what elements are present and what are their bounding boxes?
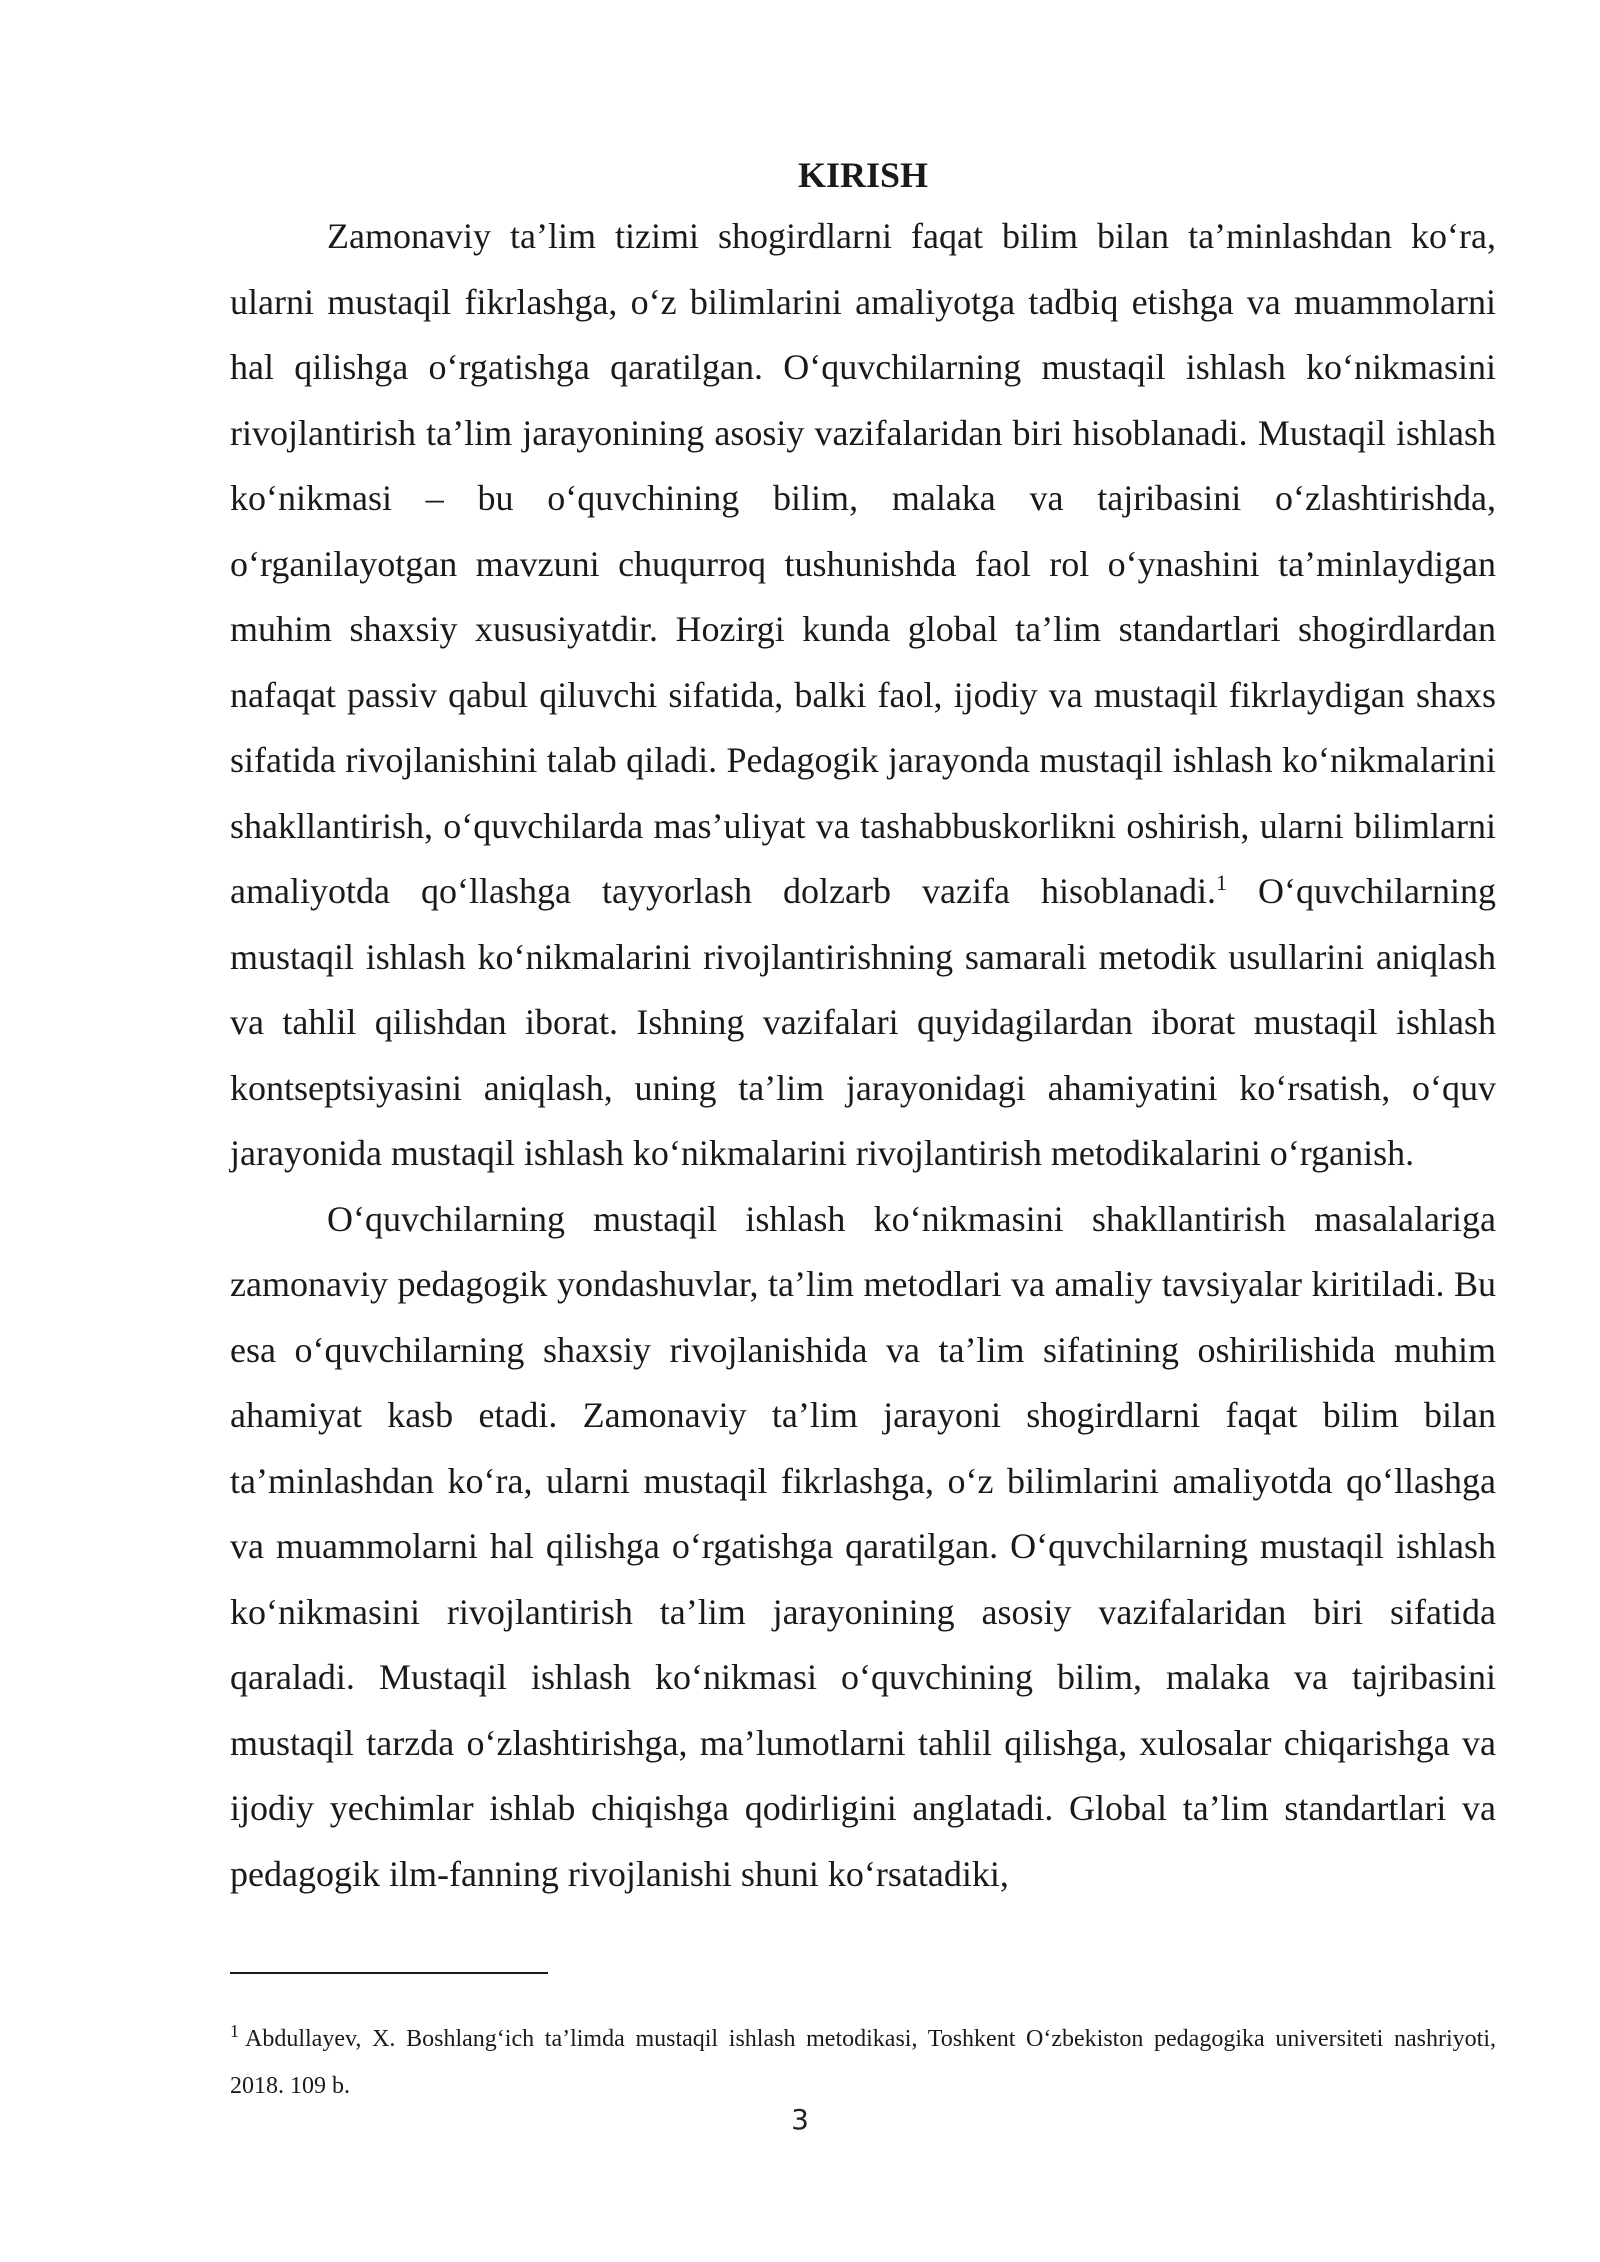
- paragraph-2: O‘quvchilarning mustaqil ishlash ko‘nikmasini shakllantirish masalalariga zamonaviy pedagogik yondashuvlar, ta’lim metodlari va amaliy tavsiyalar kiritiladi. Bu esa o‘quvchilarning shaxsiy rivojlanishida va ta’lim sifatining oshirilishida muhim ahamiyat kasb etadi. Zamonaviy ta’lim jarayoni shogirdlarni faqat bilim bilan ta’minlashdan ko‘ra, ularni mustaqil fikrlashga, o‘z bilimlarini amaliyotda qo‘llashga va muammolarni hal qilishga o‘rgatishga qaratilgan. O‘quvchilarning mustaqil ishlash ko‘nikmasini rivojlantirish ta’lim jarayonining asosiy vazifalaridan biri sifatida qaraladi. Mustaqil ishlash ko‘nikmasi o‘quvchining bilim, malaka va tajribasini mustaqil tarzda o‘zlashtirishga, ma’lumotlarni tahlil qilishga, xulosalar chiqarishga va ijodiy yechimlar ishlab chiqishga qodirligini anglatadi. Global ta’lim standartlari va pedagogik ilm-fanning rivojlanishi shuni ko‘rsatadiki,: [230, 1198, 1496, 1894]
- footnote-reference: 1: [1216, 870, 1227, 895]
- paragraph-1: [230, 204, 1496, 1187]
- footnote-number: 1: [230, 2021, 239, 2041]
- footnote-separator: [230, 1972, 548, 1974]
- footnote-text: Abdullayev, X. Boshlang‘ich ta’limda mustaqil ishlash metodikasi, Toshkent O‘zbekiston pedagogika universiteti nashriyoti, 2018. 109 b.: [230, 2026, 1496, 2099]
- paragraph-1-text: Zamonaviy ta’lim tizimi shogirdlarni faqat bilim bilan ta’minlashdan ko‘ra, ularni mustaqil fikrlashga, o‘z bilimlarini amaliyotga tadbiq etishga va muammolarni hal qilishga o‘rgatishga qaratilgan. O‘quvchilarning mustaqil ishlash ko‘nikmasini rivojlantirish ta’lim jarayonining asosiy vazifalaridan biri hisoblanadi. Mustaqil ishlash ko‘nikmasi – bu o‘quvchining bilim, malaka va tajribasini o‘zlashtirishda, o‘rganilayotgan mavzuni chuqurroq tushunishda faol rol o‘ynashini ta’minlaydigan muhim shaxsiy xususiyatdir. Hozirgi kunda global ta’lim standartlari shogirdlardan nafaqat passiv qabul qiluvchi sifatida, balki faol, ijodiy va mustaqil fikrlaydigan shaxs sifatida rivojlanishini talab qiladi. Pedagogik jarayonda mustaqil ishlash ko‘nikmalarini shakllantirish, o‘quvchilarda mas’uliyat va tashabbuskorlikni oshirish, ularni bilimlarni amaliyotda qo‘llashga tayyorlash dolzarb vazifa hisoblanadi.: [230, 216, 1496, 911]
- main-text: [230, 150, 1496, 1907]
- section-title: KIRISH: [797, 155, 929, 195]
- paragraph-1-text-continued: O‘quvchilarning mustaqil ishlash ko‘nikmalarini rivojlantirishning samarali metodik usullarini aniqlash va tahlil qilishdan iborat. Ishning vazifalari quyidagilardan iborat mustaqil ishlash kontseptsiyasini aniqlash, uning ta’lim jarayonidagi ahamiyatini ko‘rsatish, o‘quv jarayonida mustaqil ishlash ko‘nikmalarini rivojlantirish metodikalarini o‘rganish.: [230, 871, 1496, 1173]
- footnote: [230, 2016, 1496, 2110]
- page-number: 3: [791, 2103, 809, 2136]
